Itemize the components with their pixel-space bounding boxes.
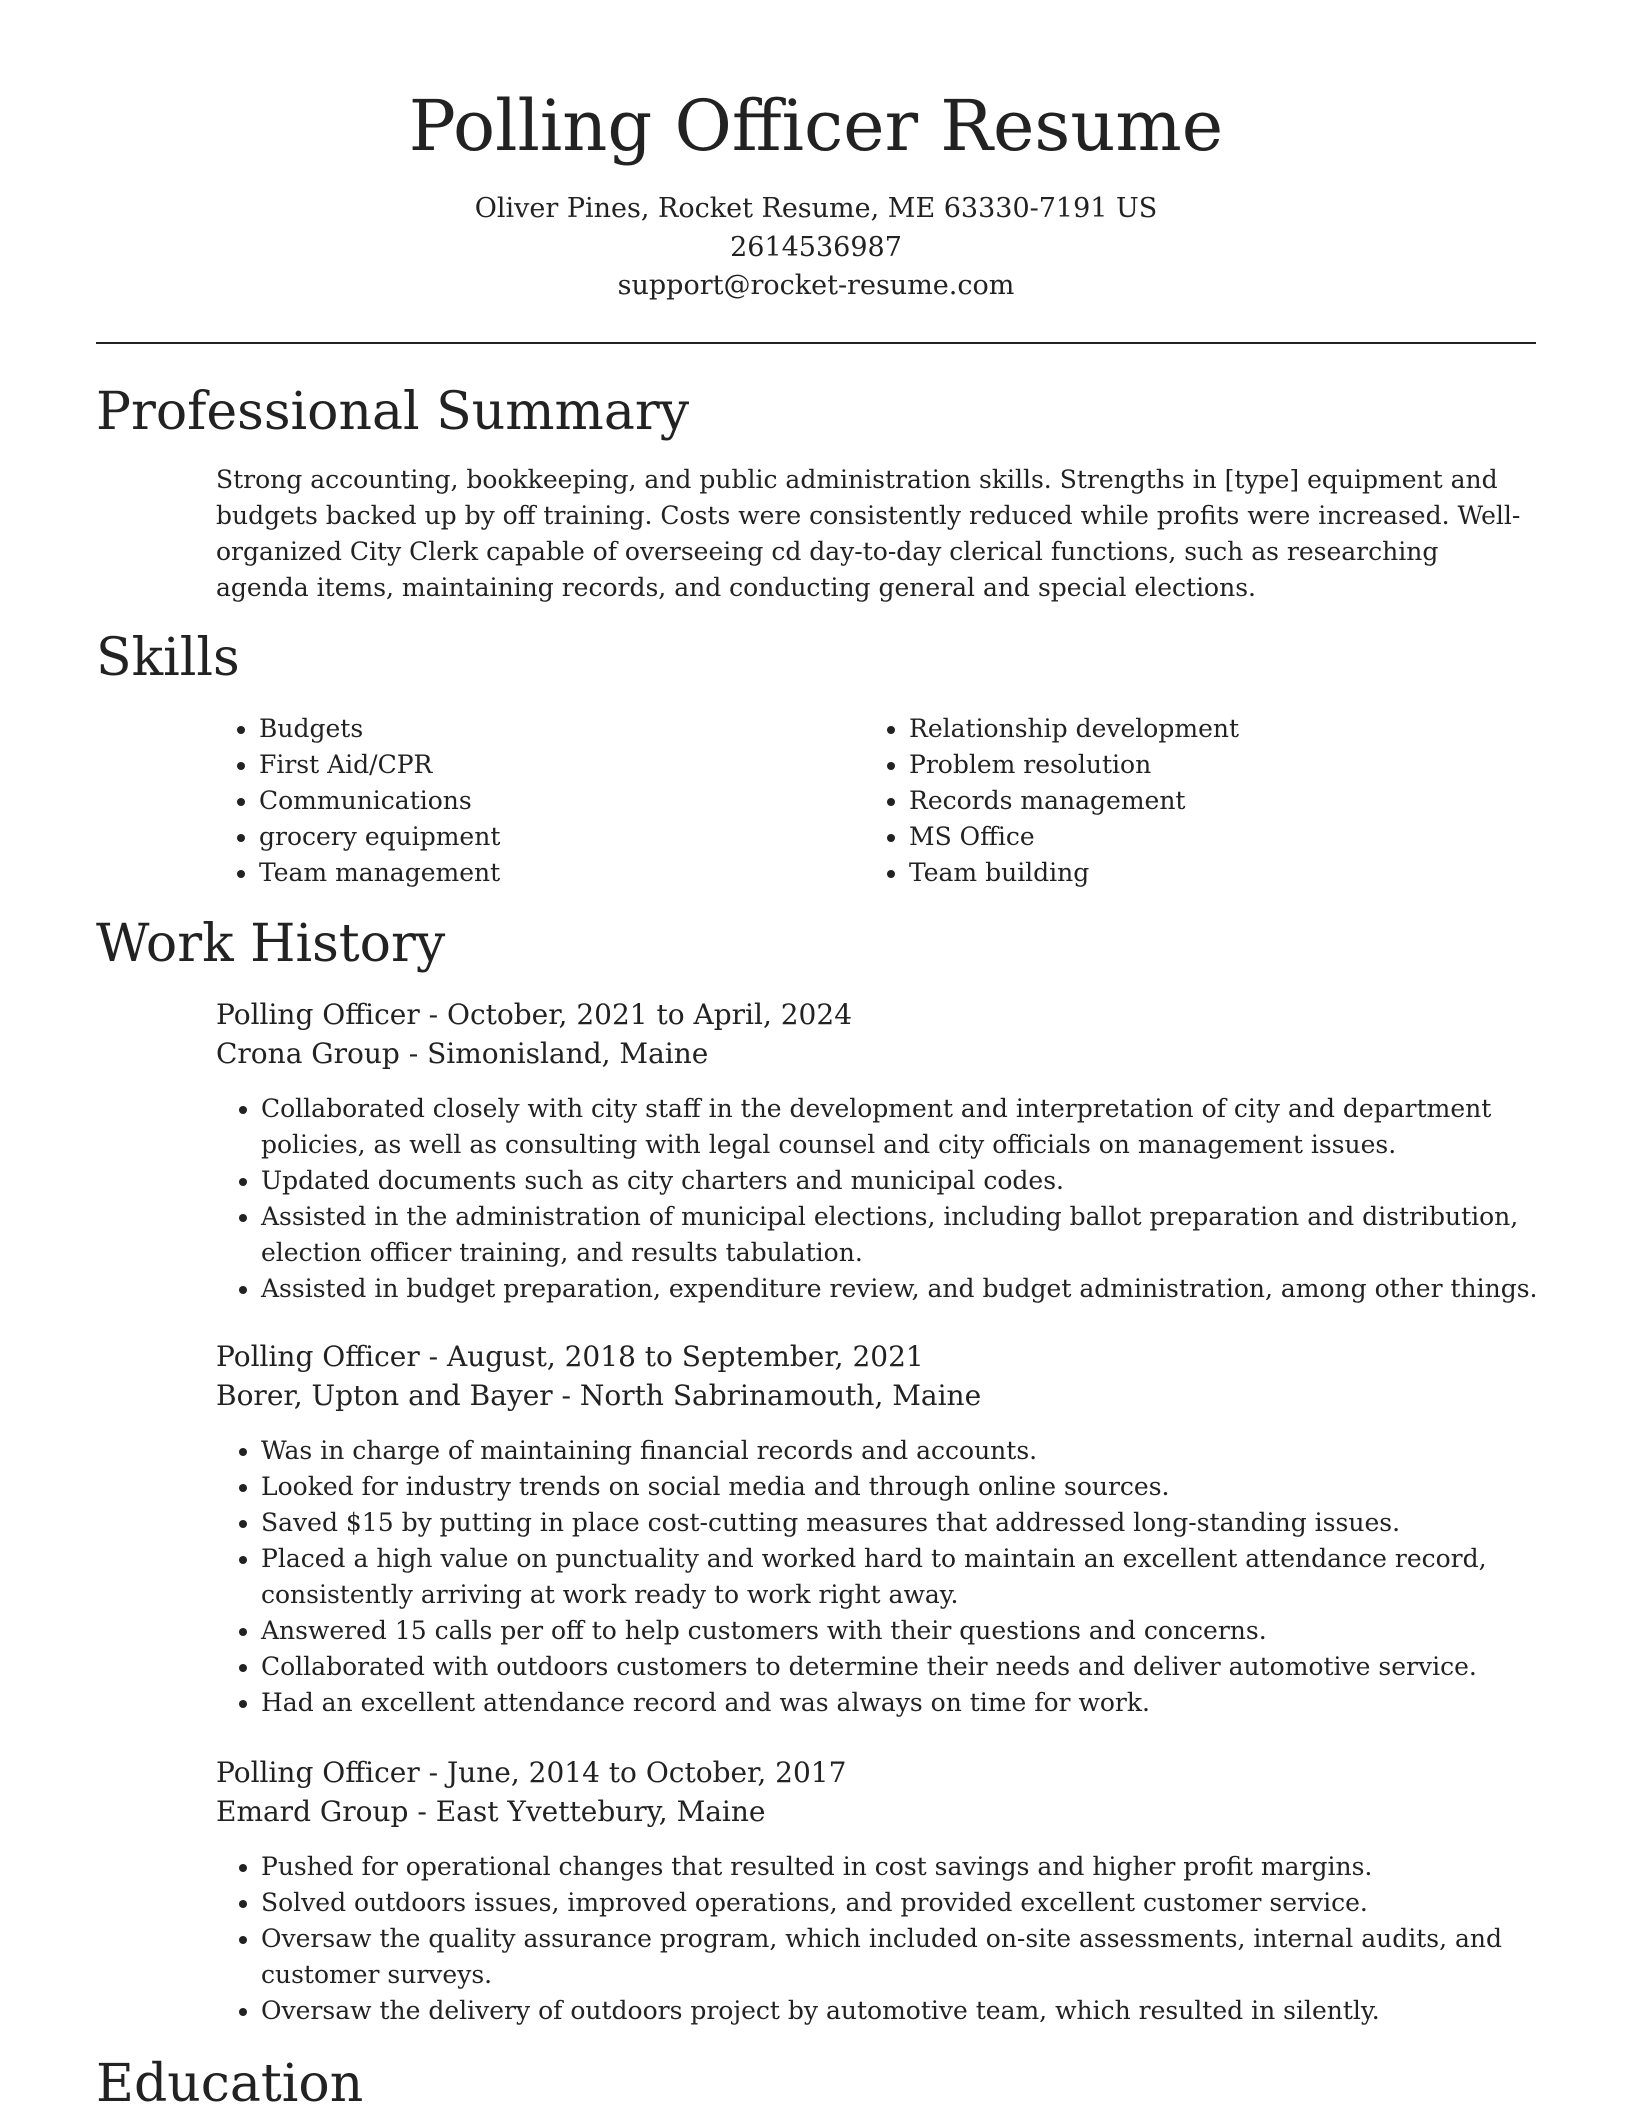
job-company-line: Emard Group - East Yvettebury, Maine: [216, 1795, 766, 1828]
job-bullet: • Collaborated closely with city staff in the development and interpretation of city and department policies, as well as consulting with legal counsel and city officials on management issues.: [261, 1091, 1591, 1163]
job-bullet: • Oversaw the quality assurance program, which included on-site assessments, internal audits, and customer surveys.: [261, 1921, 1591, 1993]
skill-item: • Budgets: [259, 711, 500, 747]
skill-item: • Relationship development: [909, 711, 1239, 747]
skill-item: • Team building: [909, 855, 1239, 891]
contact-email: support@rocket-resume.com: [617, 270, 1015, 301]
education-heading: Education: [96, 2054, 364, 2114]
job-bullet: • Pushed for operational changes that resulted in cost savings and higher profit margins.: [261, 1849, 1591, 1885]
job-bullet: • Solved outdoors issues, improved operations, and provided excellent customer service.: [261, 1885, 1591, 1921]
job-company-line: Crona Group - Simonisland, Maine: [216, 1037, 709, 1070]
skill-item: • Records management: [909, 783, 1239, 819]
summary-text: Strong accounting, bookkeeping, and public administration skills. Strengths in [type] equipment and budgets backed up by off training. Costs were consistently reduced while profits were increased. Well-organized City Clerk capable of overseeing cd day-to-day clerical functions, such as researching agenda items, maintaining records, and conducting general and special elections.: [216, 465, 1521, 602]
skill-item: • grocery equipment: [259, 819, 500, 855]
job-company-line: Borer, Upton and Bayer - North Sabrinamouth, Maine: [216, 1379, 982, 1412]
job-bullet: • Had an excellent attendance record and was always on time for work.: [261, 1685, 1591, 1721]
skills-list-right: [864, 711, 1239, 891]
job-title-line: Polling Officer - August, 2018 to September, 2021: [216, 1340, 924, 1373]
contact-address: Oliver Pines, Rocket Resume, ME 63330-7191 US: [474, 193, 1158, 224]
job-bullet: • Saved $15 by putting in place cost-cutting measures that addressed long-standing issues.: [261, 1505, 1591, 1541]
skill-item: • Team management: [259, 855, 500, 891]
job-bullet: • Answered 15 calls per off to help customers with their questions and concerns.: [261, 1613, 1591, 1649]
job-bullet-list: [216, 1849, 1591, 2029]
job-bullet-list: [216, 1433, 1591, 1721]
skills-heading: Skills: [96, 628, 240, 688]
job-title-line: Polling Officer - June, 2014 to October, 2017: [216, 1756, 847, 1789]
skill-item: • First Aid/CPR: [259, 747, 500, 783]
job-bullet: • Placed a high value on punctuality and worked hard to maintain an excellent attendance record, consistently arriving at work ready to work right away.: [261, 1541, 1591, 1613]
skill-item: • MS Office: [909, 819, 1239, 855]
job-bullet: • Assisted in budget preparation, expenditure review, and budget administration, among other things.: [261, 1271, 1591, 1307]
job-title-line: Polling Officer - October, 2021 to April, 2024: [216, 998, 853, 1031]
skills-list-left: [214, 711, 500, 891]
contact-phone: 2614536987: [730, 232, 902, 263]
page-title: Polling Officer Resume: [408, 85, 1224, 167]
job-bullet: • Looked for industry trends on social media and through online sources.: [261, 1469, 1591, 1505]
job-bullet: • Collaborated with outdoors customers to determine their needs and deliver automotive service.: [261, 1649, 1591, 1685]
job-bullet-list: [216, 1091, 1591, 1307]
job-bullet: • Updated documents such as city charters and municipal codes.: [261, 1163, 1591, 1199]
job-bullet: • Oversaw the delivery of outdoors project by automotive team, which resulted in silently.: [261, 1993, 1591, 2029]
job-bullet: • Was in charge of maintaining financial records and accounts.: [261, 1433, 1591, 1469]
job-bullet: • Assisted in the administration of municipal elections, including ballot preparation and distribution, election officer training, and results tabulation.: [261, 1199, 1591, 1271]
skill-item: • Communications: [259, 783, 500, 819]
summary-heading: Professional Summary: [96, 382, 690, 442]
header-divider: [96, 342, 1536, 344]
work-history-heading: Work History: [96, 914, 446, 974]
skill-item: • Problem resolution: [909, 747, 1239, 783]
